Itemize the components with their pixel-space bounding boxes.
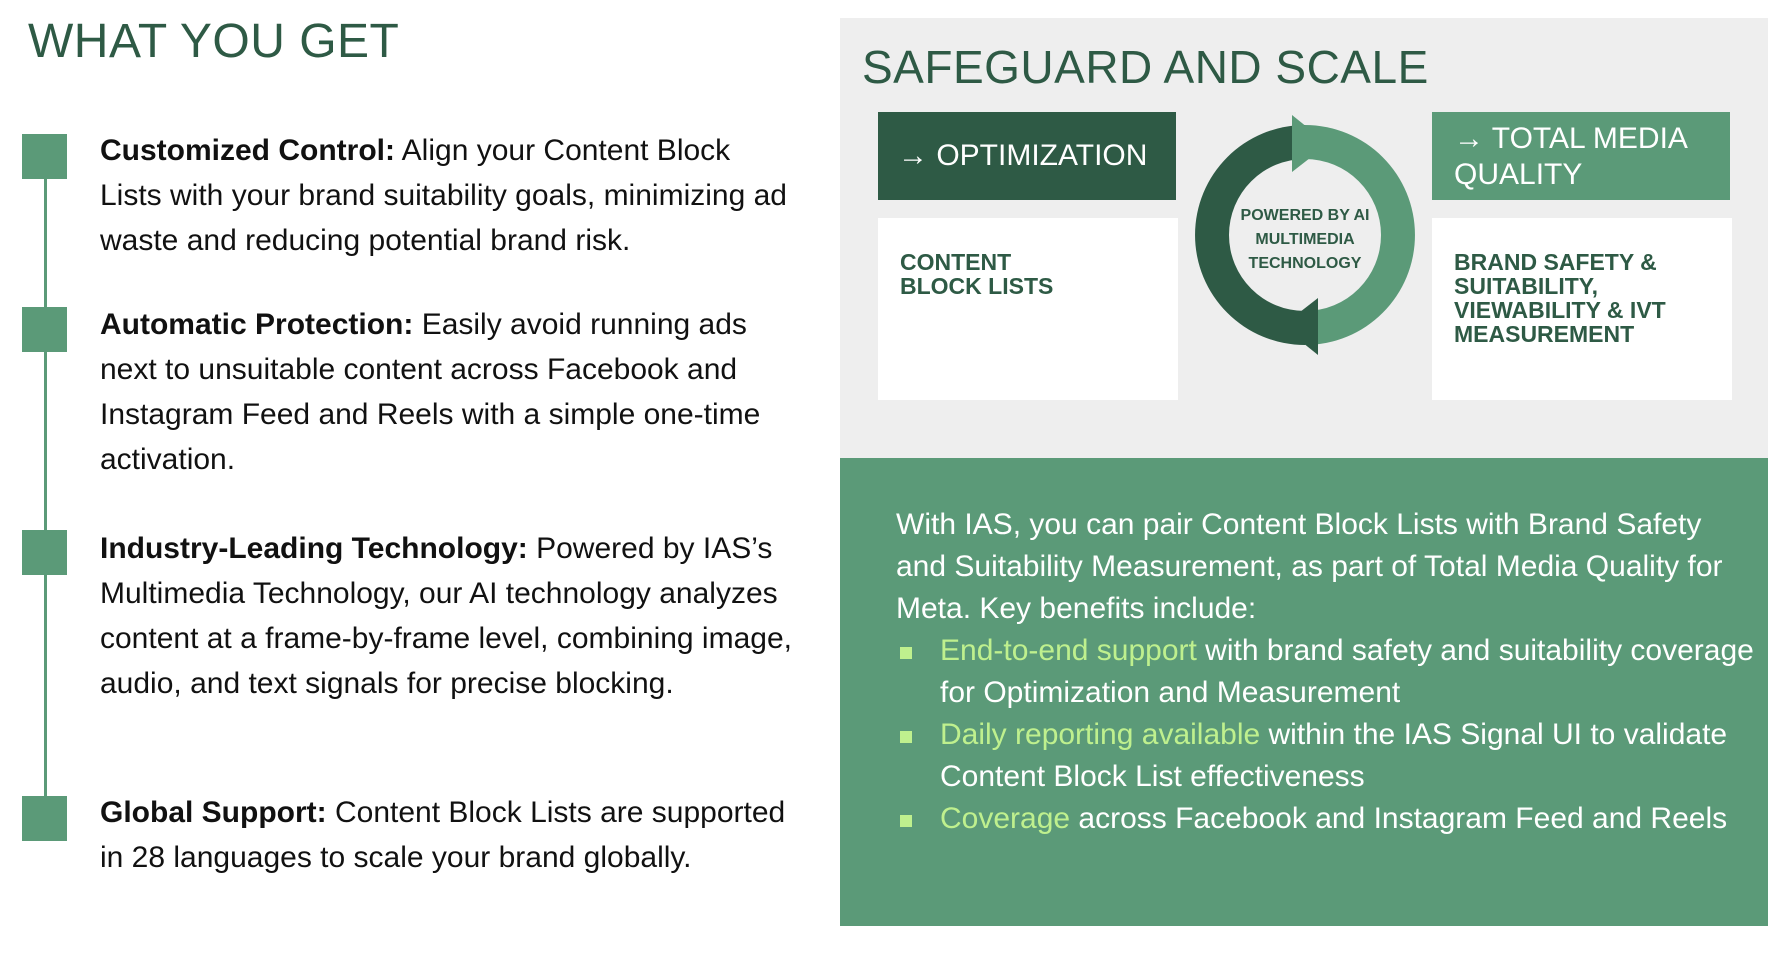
benefit-text: across Facebook and Instagram Feed and Reels bbox=[1070, 802, 1728, 835]
total-media-quality-label: → TOTAL MEDIA bbox=[1454, 122, 1688, 155]
safeguard-panel bbox=[840, 18, 1768, 458]
feature-text: Powered by IAS’s Multimedia Technology, our AI technology analyzes content at a frame-by-frame level, combining image, audio, and text signals for precise blocking. bbox=[100, 532, 792, 700]
tmq-body-line: MEASUREMENT bbox=[1454, 321, 1635, 347]
total-media-quality-header bbox=[1432, 112, 1730, 200]
timeline-line bbox=[44, 156, 47, 796]
feature-heading: Industry-Leading Technology: bbox=[100, 532, 528, 565]
feature-global-support bbox=[100, 790, 800, 880]
safeguard-title: SAFEGUARD AND SCALE bbox=[862, 41, 1429, 93]
timeline-marker-2 bbox=[22, 307, 67, 352]
cycle-label-line: TECHNOLOGY bbox=[1248, 255, 1362, 272]
benefit-item bbox=[896, 714, 1756, 798]
benefit-highlight: End-to-end support bbox=[940, 634, 1197, 667]
benefit-highlight: Coverage bbox=[940, 802, 1071, 835]
total-media-quality-box bbox=[1432, 218, 1732, 400]
what-you-get-title: WHAT YOU GET bbox=[28, 15, 400, 68]
tmq-body-line: BRAND SAFETY & bbox=[1454, 249, 1657, 275]
benefit-item bbox=[896, 630, 1756, 714]
optimization-body-line: BLOCK LISTS bbox=[900, 273, 1054, 299]
cycle-diagram bbox=[1180, 110, 1430, 360]
feature-text: Align your Content Block Lists with your brand suitability goals, minimizing ad waste and reducing potential brand risk. bbox=[100, 134, 787, 257]
square-bullet-icon bbox=[900, 815, 912, 827]
total-media-quality-label: QUALITY bbox=[1454, 158, 1583, 191]
benefit-item bbox=[896, 798, 1756, 840]
tmq-body-line: SUITABILITY, bbox=[1454, 273, 1598, 299]
optimization-header bbox=[878, 112, 1176, 200]
benefit-text: within the IAS Signal UI to validate Content Block List effectiveness bbox=[940, 718, 1728, 793]
cycle-label-line: POWERED BY AI bbox=[1240, 207, 1370, 224]
feature-customized-control bbox=[100, 128, 800, 263]
cycle-label-line: MULTIMEDIA bbox=[1255, 231, 1355, 248]
optimization-box bbox=[878, 218, 1178, 400]
square-bullet-icon bbox=[900, 647, 912, 659]
square-bullet-icon bbox=[900, 731, 912, 743]
benefit-highlight: Daily reporting available bbox=[940, 718, 1261, 751]
optimization-body-line: CONTENT bbox=[900, 249, 1012, 275]
timeline-marker-4 bbox=[22, 796, 67, 841]
feature-heading: Customized Control: bbox=[100, 134, 395, 167]
optimization-label: → OPTIMIZATION bbox=[898, 139, 1148, 172]
tmq-body-line: VIEWABILITY & IVT bbox=[1454, 297, 1666, 323]
cycle-arrowhead-bottom bbox=[1282, 298, 1318, 355]
benefits-panel bbox=[840, 458, 1768, 926]
feature-automatic-protection bbox=[100, 302, 800, 482]
feature-text: Content Block Lists are supported in 28 languages to scale your brand globally. bbox=[100, 796, 786, 874]
benefit-text: with brand safety and suitability coverage for Optimization and Measurement bbox=[940, 634, 1754, 709]
timeline-marker-3 bbox=[22, 530, 67, 575]
feature-industry-leading-technology bbox=[100, 526, 800, 706]
feature-heading: Automatic Protection: bbox=[100, 308, 414, 341]
timeline-marker-1 bbox=[22, 134, 67, 179]
cycle-arrowhead-top bbox=[1292, 115, 1328, 172]
feature-text: Easily avoid running ads next to unsuitable content across Facebook and Instagram Feed and Reels with a simple one-time activation. bbox=[100, 308, 761, 476]
feature-heading: Global Support: bbox=[100, 796, 327, 829]
benefits-intro: With IAS, you can pair Content Block Lists with Brand Safety and Suitability Measurement, as part of Total Media Quality for Meta. Key benefits include: bbox=[896, 508, 1723, 625]
benefits-list bbox=[896, 630, 1756, 840]
